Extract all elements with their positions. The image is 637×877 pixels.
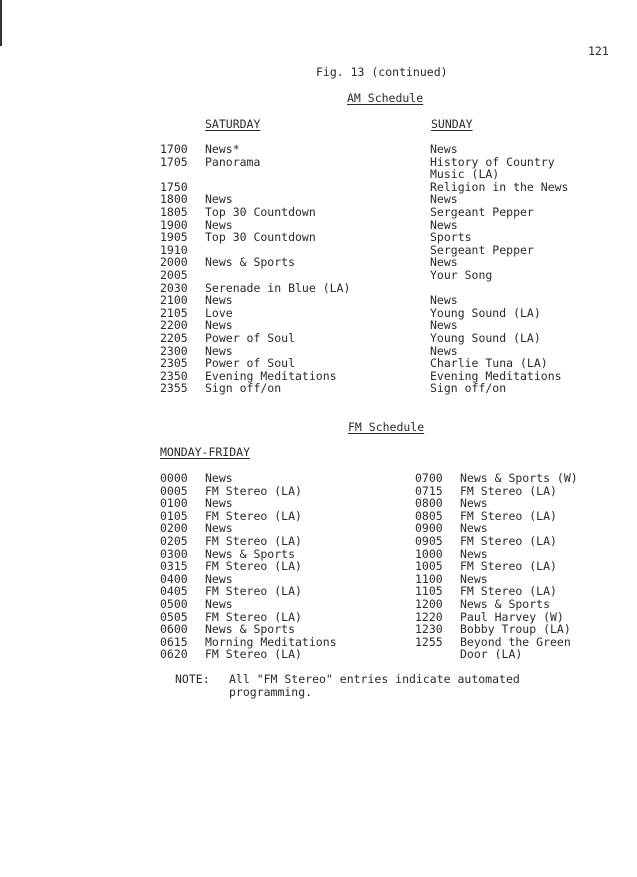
- fm-program: FM Stereo (LA): [205, 647, 302, 662]
- sunday-program: History of Country: [430, 154, 555, 169]
- fm-schedule-row: [160, 497, 410, 510]
- time-cell: 1905: [160, 230, 188, 245]
- time-cell: 2305: [160, 356, 188, 371]
- am-schedule-row: [160, 206, 600, 219]
- sunday-program: News: [430, 192, 458, 207]
- time-cell: 2205: [160, 330, 188, 345]
- saturday-program: Evening Meditations: [205, 368, 337, 383]
- time-cell: 0700: [415, 471, 443, 485]
- time-cell: 2000: [160, 255, 188, 270]
- time-cell: 0105: [160, 508, 188, 523]
- time-cell: 0715: [415, 483, 443, 498]
- time-cell: 0620: [160, 647, 188, 662]
- fm-program: Door (LA): [460, 647, 523, 662]
- sunday-program: Your Song: [430, 267, 493, 282]
- am-schedule-heading: AM Schedule: [347, 91, 424, 105]
- sunday-program: News: [430, 255, 458, 270]
- note-label: NOTE:: [175, 672, 210, 686]
- time-cell: 0805: [415, 508, 443, 523]
- fm-program: FM Stereo (LA): [205, 533, 302, 548]
- time-cell: 1805: [160, 204, 188, 219]
- fm-program: FM Stereo (LA): [205, 584, 302, 599]
- saturday-program: Power of Soul: [205, 356, 296, 371]
- fm-program: FM Stereo (LA): [205, 508, 302, 523]
- time-cell: 2350: [160, 368, 188, 383]
- time-cell: 0900: [415, 521, 443, 536]
- fm-program: News: [460, 546, 488, 561]
- time-cell: 2005: [160, 267, 188, 282]
- fm-program: News & Sports: [460, 596, 551, 611]
- saturday-program: Panorama: [205, 154, 261, 169]
- sunday-heading: SUNDAY: [431, 117, 473, 131]
- fm-schedule-row: [160, 535, 410, 548]
- time-cell: 0905: [415, 533, 443, 548]
- fm-program: News & Sports: [205, 622, 296, 637]
- time-cell: 1230: [415, 622, 443, 637]
- time-cell: 0505: [160, 609, 188, 624]
- fm-program: News: [460, 496, 488, 511]
- time-cell: 1705: [160, 154, 188, 169]
- time-cell: 0100: [160, 496, 188, 511]
- saturday-program: Serenade in Blue (LA): [205, 280, 351, 295]
- fm-program: FM Stereo (LA): [460, 483, 557, 498]
- fm-schedule-row: [160, 623, 410, 636]
- am-schedule-row: [160, 332, 600, 345]
- saturday-heading: SATURDAY: [205, 117, 261, 131]
- saturday-program: News: [205, 217, 233, 232]
- am-schedule-row: [160, 357, 600, 370]
- time-cell: 1700: [160, 142, 188, 156]
- am-schedule-row: [160, 156, 600, 169]
- fm-schedule-heading: FM Schedule: [348, 420, 425, 434]
- saturday-program: News: [205, 318, 233, 333]
- time-cell: 1220: [415, 609, 443, 624]
- fm-program: News: [205, 571, 233, 586]
- page-number: 121: [588, 44, 609, 58]
- sunday-program: News: [430, 293, 458, 308]
- figure-title: Fig. 13 (continued): [316, 65, 448, 79]
- am-schedule-row: [160, 294, 600, 307]
- saturday-program: Love: [205, 305, 233, 320]
- time-cell: 0315: [160, 559, 188, 574]
- time-cell: 0400: [160, 571, 188, 586]
- time-cell: 0500: [160, 596, 188, 611]
- fm-schedule-row: [160, 472, 410, 485]
- sunday-program: News: [430, 343, 458, 358]
- time-cell: 0005: [160, 483, 188, 498]
- fm-program: News: [205, 596, 233, 611]
- fm-schedule-row: [160, 648, 410, 661]
- am-schedule-row: [160, 168, 600, 181]
- sunday-program: Young Sound (LA): [430, 305, 541, 320]
- fm-program: Beyond the Green: [460, 634, 571, 649]
- fm-program: Paul Harvey (W): [460, 609, 564, 624]
- sunday-program: Charlie Tuna (LA): [430, 356, 548, 371]
- time-cell: 0205: [160, 533, 188, 548]
- saturday-program: News: [205, 192, 233, 207]
- saturday-program: News: [205, 343, 233, 358]
- time-cell: 1910: [160, 242, 188, 257]
- time-cell: 1750: [160, 179, 188, 194]
- fm-schedule-row: [160, 510, 410, 523]
- fm-program: FM Stereo (LA): [205, 559, 302, 574]
- time-cell: 1105: [415, 584, 443, 599]
- time-cell: 1800: [160, 192, 188, 207]
- am-schedule-row: [160, 269, 600, 282]
- time-cell: 0615: [160, 634, 188, 649]
- note-line-1: All "FM Stereo" entries indicate automated: [229, 672, 520, 686]
- fm-schedule-left-column: [160, 472, 410, 661]
- time-cell: 1255: [415, 634, 443, 649]
- fm-program: FM Stereo (LA): [205, 483, 302, 498]
- sunday-program: Sergeant Pepper: [430, 204, 534, 219]
- fm-program: News: [205, 496, 233, 511]
- fm-program: News: [460, 571, 488, 586]
- saturday-program: Top 30 Countdown: [205, 230, 316, 245]
- time-cell: 1200: [415, 596, 443, 611]
- time-cell: 0000: [160, 471, 188, 485]
- fm-program: News & Sports (W): [460, 471, 578, 485]
- sunday-program: Evening Meditations: [430, 368, 562, 383]
- time-cell: 2200: [160, 318, 188, 333]
- fm-program: FM Stereo (LA): [460, 508, 557, 523]
- time-cell: 2105: [160, 305, 188, 320]
- fm-program: Morning Meditations: [205, 634, 337, 649]
- sunday-program: News: [430, 217, 458, 232]
- sunday-program: Religion in the News: [430, 179, 569, 194]
- fm-program: FM Stereo (LA): [205, 609, 302, 624]
- fm-schedule-row: [415, 560, 625, 573]
- fm-schedule-row: [415, 497, 625, 510]
- sunday-program: Young Sound (LA): [430, 330, 541, 345]
- sunday-program: News: [430, 142, 458, 156]
- fm-schedule-row: [160, 485, 410, 498]
- sunday-program: News: [430, 318, 458, 333]
- time-cell: 0200: [160, 521, 188, 536]
- saturday-program: Top 30 Countdown: [205, 204, 316, 219]
- fm-schedule-row: [415, 510, 625, 523]
- fm-program: Bobby Troup (LA): [460, 622, 571, 637]
- saturday-program: News*: [205, 142, 240, 156]
- fm-schedule-row: [160, 560, 410, 573]
- time-cell: 2355: [160, 381, 188, 396]
- fm-schedule-row: [415, 535, 625, 548]
- am-schedule-row: [160, 382, 600, 395]
- fm-program: FM Stereo (LA): [460, 533, 557, 548]
- fm-schedule-row: [415, 623, 625, 636]
- time-cell: 0405: [160, 584, 188, 599]
- fm-schedule-row: [415, 472, 625, 485]
- fm-program: News: [205, 521, 233, 536]
- time-cell: 1000: [415, 546, 443, 561]
- time-cell: 2030: [160, 280, 188, 295]
- time-cell: 0300: [160, 546, 188, 561]
- time-cell: 2100: [160, 293, 188, 308]
- sunday-program: Sergeant Pepper: [430, 242, 534, 257]
- am-schedule-row: [160, 256, 600, 269]
- fm-schedule-row: [160, 585, 410, 598]
- am-schedule-row: [160, 143, 600, 156]
- fm-schedule-row: [415, 648, 625, 661]
- time-cell: 0600: [160, 622, 188, 637]
- saturday-program: Sign off/on: [205, 381, 282, 396]
- fm-schedule-row: [160, 598, 410, 611]
- sunday-program: Sports: [430, 230, 472, 245]
- time-cell: 2300: [160, 343, 188, 358]
- saturday-program: News: [205, 293, 233, 308]
- time-cell: 1900: [160, 217, 188, 232]
- saturday-program: Power of Soul: [205, 330, 296, 345]
- sunday-program: Sign off/on: [430, 381, 507, 396]
- am-schedule-row: [160, 231, 600, 244]
- fm-program: FM Stereo (LA): [460, 559, 557, 574]
- time-cell: 1005: [415, 559, 443, 574]
- time-cell: 0800: [415, 496, 443, 511]
- monday-friday-heading: MONDAY-FRIDAY: [160, 445, 251, 459]
- fm-schedule-right-column: [415, 472, 625, 661]
- sunday-program: Music (LA): [430, 167, 500, 182]
- fm-schedule-row: [415, 598, 625, 611]
- time-cell: 1100: [415, 571, 443, 586]
- am-schedule-table: [160, 143, 600, 395]
- note-line-2: programming.: [229, 685, 313, 699]
- fm-program: FM Stereo (LA): [460, 584, 557, 599]
- fm-program: News: [460, 521, 488, 536]
- fm-schedule-row: [415, 485, 625, 498]
- margin-edge-line: [0, 0, 2, 46]
- fm-program: News & Sports: [205, 546, 296, 561]
- saturday-program: News & Sports: [205, 255, 296, 270]
- fm-program: News: [205, 471, 233, 485]
